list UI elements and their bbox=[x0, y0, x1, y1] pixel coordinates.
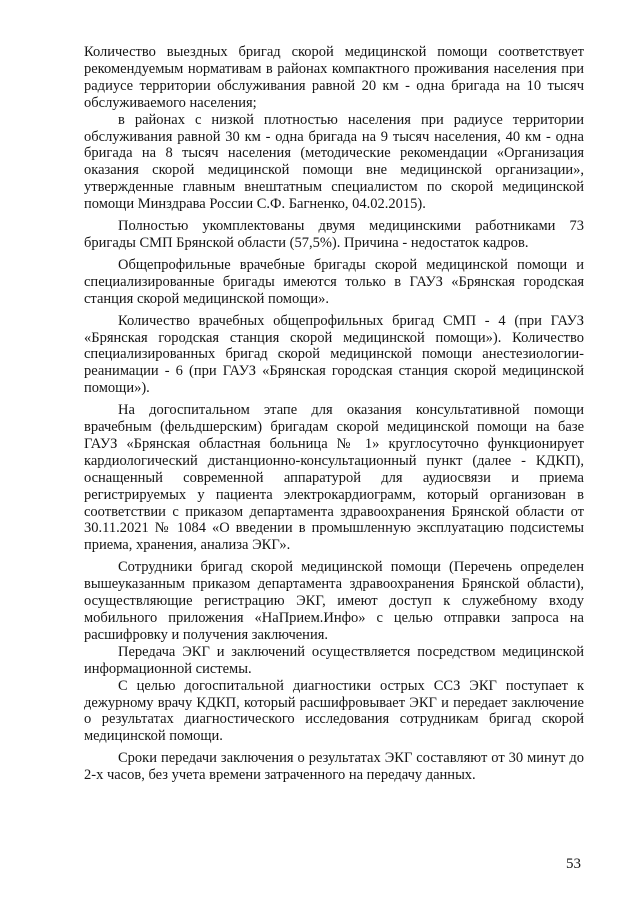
paragraph-ecg-access: Сотрудники бригад скорой медицинской помощи (Перечень определен вышеуказанным приказом департамента здравоохранения Брянской области), осуществляющие регистрацию ЭКГ, имеют доступ к служебному входу мобильного приложения «НаПрием.Инфо» с целью отправки запроса на расшифровку и получения заключения. bbox=[84, 559, 584, 643]
paragraph-ecg-transfer: Передача ЭКГ и заключений осуществляется посредством медицинской информационной системы. bbox=[84, 643, 584, 677]
paragraph-low-density: в районах с низкой плотностью населения при радиусе территории обслуживания равной 30 км - одна бригада на 9 тысяч населения, 40 км - одна бригада на 8 тысяч населения (методические рекомендации «Организация оказания скорой медицинской помощи вне медицинской организации», утвержденные главным внештатным специалистом по скорой медицинской помощи Минздрава России С.Ф. Багненко, 04.02.2015). bbox=[84, 111, 584, 213]
paragraph-brigade-norms: Количество выездных бригад скорой медицинской помощи соответствует рекомендуемым нормативам в районах компактного проживания населения при радиусе территории обслуживания равной 20 км - одна бригада на 10 тысяч обслуживаемого населения; bbox=[84, 44, 584, 111]
page-number: 53 bbox=[566, 856, 581, 872]
paragraph-kdkp: На догоспитальном этапе для оказания консультативной помощи врачебным (фельдшерским) бригадам скорой медицинской помощи на базе ГАУЗ «Брянская областная больница № 1» круглосуточно функционирует кардиологический дистанционно-консультационный пункт (далее - КДКП), оснащенный современной аппаратурой для аудиосвязи и приема регистрируемых у пациента электрокардиограмм, который организован в соответствии с приказом департамента здравоохранения Брянской области от 30.11.2021 № 1084 «О введении в промышленную эксплуатацию подсистемы приема, хранения, анализа ЭКГ». bbox=[84, 402, 584, 554]
paragraph-staffing: Полностью укомплектованы двумя медицинскими работниками 73 бригады СМП Брянской области (57,5%). Причина - недостаток кадров. bbox=[84, 218, 584, 251]
paragraph-brigade-counts: Количество врачебных общепрофильных бригад СМП - 4 (при ГАУЗ «Брянская городская станция скорой медицинской помощи»). Количество специализированных бригад скорой медицинской помощи анестезиологии-реанимации - 6 (при ГАУЗ «Брянская городская станция скорой медицинской помощи»). bbox=[84, 312, 584, 397]
paragraph-general-brigades: Общепрофильные врачебные бригады скорой медицинской помощи и специализированные бригады имеются только в ГАУЗ «Брянская городская станция скорой медицинской помощи». bbox=[84, 256, 584, 307]
paragraph-timing: Сроки передачи заключения о результатах ЭКГ составляют от 30 минут до 2-х часов, без учета времени затраченного на передачу данных. bbox=[84, 750, 584, 784]
paragraph-diagnostics: С целью догоспитальной диагностики острых ССЗ ЭКГ поступает к дежурному врачу КДКП, который расшифровывает ЭКГ и передает заключение о результатах диагностического исследования сотрудникам бригад скорой медицинской помощи. bbox=[84, 677, 584, 745]
document-body bbox=[84, 44, 584, 784]
